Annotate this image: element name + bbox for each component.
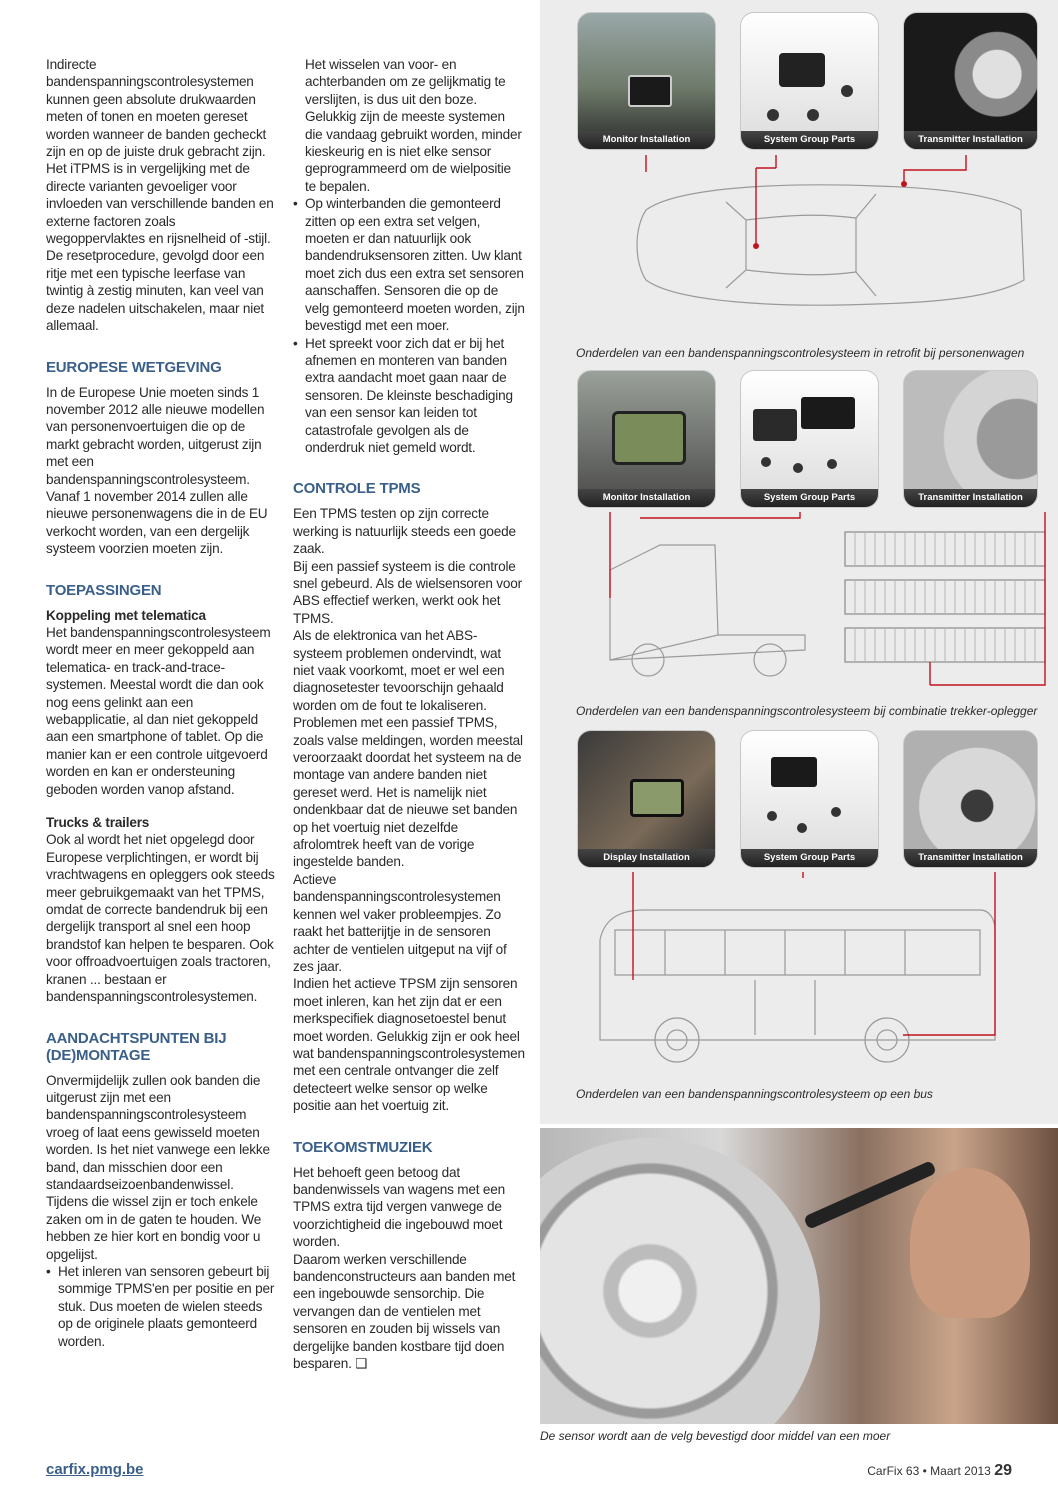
telematica-paragraph: Het bandenspanningscontrolesysteem wordt meer en meer gekoppeld aan telematica- en track-and-trace-systemen. Meestal wordt die dan ook nog eens gelinkt aan een webapplicatie, al dan niet gekoppeld aan een smartphone of tablet. Op die manier kan er een controle uitgevoerd worden en kan er ondersteuning geboden worden vanop afstand.: [46, 624, 271, 797]
intro-paragraph: Indirecte bandenspanningscontrolesystemen kunnen geen absolute drukwaarden meten of tonen en moeten gereset worden wanneer de banden gecheckt zijn en op de juiste druk gebracht zijn. Het iTPMS is in vergelijking met de directe varianten gevoeliger voor invloeden van verschillende banden en externe factoren zoals wegoppervlaktes en rijsnelheid of -stijl. De resetprocedure, gevolgd door een ritje met een typische leerfase van twintig à zestig minuten, kan veel van deze nadelen uitschakelen, maar niet allemaal.: [46, 57, 274, 334]
heading-toepassingen: TOEPASSINGEN: [46, 581, 162, 599]
trucks-paragraph: Ook al wordt het niet opgelegd door Europese verplichtingen, er wordt bij vrachtwagens en opleggers ook steeds meer gebruikgemaakt van het TPMS, omdat de correcte bandendruk bij een dergelijk transport al snel een hoop brandstof kan helpen te besparen. Ook voor offroadvoertuigen zoals tractoren, kranen ... bestaan er bandenspanningscontrolesystemen.: [46, 832, 275, 1005]
photo-label: Monitor Installation: [578, 489, 715, 507]
sensor-icon: [793, 463, 803, 473]
photo-label: System Group Parts: [741, 489, 878, 507]
photo-label: System Group Parts: [741, 131, 878, 149]
column-2: [293, 56, 525, 1372]
receiver-icon: [771, 757, 817, 787]
photo-label: System Group Parts: [741, 849, 878, 867]
controle-paragraph-1: Een TPMS testen op zijn correcte werking is natuurlijk steeds een goede zaak.: [293, 506, 516, 557]
footer-website-link[interactable]: carfix.pmg.be: [46, 1461, 144, 1478]
photo-monitor-installation-truck: [577, 370, 716, 508]
aandacht-paragraph: Onvermijdelijk zullen ook banden die uitgerust zijn met een bandenspanningscontrolesysteem vroeg of laat eens gewisseld moeten worden. Is het niet vanwege een lekke band, dan misschien door een standaardseizoenbandenwissel. Tijdens die wissel zijn er toch enkele zaken om in de gaten te houden. We hebben ze hier kort en bondig voor u opgelijst.: [46, 1072, 270, 1262]
europese-paragraph-2: Vanaf 1 november 2014 zullen alle nieuwe personenwagens die in de EU verkocht worden, van een dergelijk systeem voorzien moeten zijn.: [46, 488, 268, 557]
monitor-device-icon: [612, 411, 686, 465]
photo-label: Transmitter Installation: [904, 489, 1037, 507]
controle-paragraph-2: Bij een passief systeem is die controle snel gebeurd. Als de wielsensoren voor ABS effectief werken, werkt ook het TPMS.: [293, 558, 522, 626]
europese-paragraph-1: In de Europese Unie moeten sinds 1 november 2012 alle nieuwe modellen van personenvoertuigen die op de markt gebracht worden, uitgerust zijn met een bandenspanningscontrolesysteem.: [46, 384, 265, 487]
column-1: [46, 56, 276, 1350]
controle-paragraph-5: Actieve bandenspanningscontrolesystemen kennen wel vaker probleempjes. Zo raakt het batterijtje in de sensoren achter de ventielen uitgeput na vijf of zes jaar.: [293, 871, 507, 974]
toekomst-paragraph-2: Daarom werken verschillende bandenconstructeurs aan banden met een ingebouwde sensorchip. Die vervangen dan de ventielen met sensoren en zouden bij wissels van dergelijke banden kostbare tijd doen besparen. ❑: [293, 1251, 516, 1372]
person-figure: [910, 1168, 1030, 1318]
heading-europese-wetgeving: EUROPESE WETGEVING: [46, 358, 222, 376]
photo-system-group-parts-car: [740, 12, 879, 150]
bullet-list-2: [293, 195, 525, 456]
heading-controle-tpms: CONTROLE TPMS: [293, 480, 421, 498]
display-device-icon: [630, 779, 684, 817]
bullet-item: • Het inleren van sensoren gebeurt bij sommige TPMS'en per positie en per stuk. Dus moeten de wielen steeds op de originele plaats gemonteerd worden.: [46, 1263, 276, 1350]
receiver-icon: [801, 397, 855, 429]
photo-label: Transmitter Installation: [904, 131, 1037, 149]
page-number: 29: [994, 1462, 1012, 1479]
monitor-device-icon: [779, 53, 825, 87]
photo-transmitter-installation-truck: [903, 370, 1038, 508]
sensor-icon: [767, 811, 777, 821]
heading-aandachtspunten: AANDACHTSPUNTEN BIJ (DE)MONTAGE: [46, 1029, 227, 1064]
controle-paragraph-4: Problemen met een passief TPMS, zoals valse meldingen, worden meestal veroorzaakt doordat het systeem na de montage van andere banden niet gereset werd. Het is namelijk niet ondenkbaar dat de nieuwe set banden op het voertuig niet dezelfde afrolomtrek heeft van de vorige ingestelde banden.: [293, 715, 523, 870]
photo-label: Display Installation: [578, 849, 715, 867]
bus-outline-diagram: [585, 870, 1005, 1075]
sensor-icon: [827, 459, 837, 469]
toekomst-paragraph-1: Het behoeft geen betoog dat bandenwissels van wagens met een TPMS extra tijd vergen vanwege de voorzichtigheid die ingebouwd moet worden.: [293, 1164, 505, 1250]
photo-label: Transmitter Installation: [904, 849, 1037, 867]
controle-paragraph-3: Als de elektronica van het ABS-systeem problemen ondervindt, wat niet vaak voorkomt, moet er wel een diagnosetester tevoorschijn gehaald worden om de fout te lokaliseren.: [293, 628, 505, 713]
continued-paragraph: Het wisselen van voor- en achterbanden om ze gelijkmatig te verslijten, is dus uit den boze. Gelukkig zijn de meeste systemen die vandaag gebruikt worden, minder kieskeurig en is niet elke sensor geprogrammeerd om de wielpositie te bepalen.: [305, 57, 522, 194]
bullet-list-1: [46, 1263, 276, 1350]
truck-trailer-diagram: [600, 510, 1050, 695]
end-mark-icon: ❑: [355, 1356, 368, 1372]
heading-toekomstmuziek: TOEKOMSTMUZIEK: [293, 1138, 433, 1156]
caption-photo: De sensor wordt aan de velg bevestigd door middel van een moer: [540, 1429, 891, 1443]
subheading-trucks: Trucks & trailers: [46, 815, 150, 831]
sensor-icon: [841, 85, 853, 97]
sensor-icon: [831, 807, 841, 817]
photo-display-installation-bus: [577, 730, 716, 868]
photo-sensor-mounting: [540, 1128, 1058, 1424]
photo-transmitter-installation-car: [903, 12, 1038, 150]
sensor-icon: [761, 457, 771, 467]
photo-label: Monitor Installation: [578, 131, 715, 149]
sensor-icon: [807, 109, 819, 121]
footer-issue: [867, 1462, 1012, 1480]
caption-car: Onderdelen van een bandenspanningscontrolesysteem in retrofit bij personenwagen: [576, 346, 1025, 360]
subheading-telematica: Koppeling met telematica: [46, 607, 206, 623]
caption-truck: Onderdelen van een bandenspanningscontrolesysteem bij combinatie trekker-oplegger: [576, 704, 1038, 718]
sensor-icon: [797, 823, 807, 833]
photo-system-group-parts-bus: [740, 730, 879, 868]
car-outline-diagram: [576, 150, 1046, 340]
photo-monitor-installation-car: [577, 12, 716, 150]
photo-transmitter-installation-bus: [903, 730, 1038, 868]
sensor-icon: [767, 109, 779, 121]
bullet-item: • Het spreekt voor zich dat er bij het afnemen en monteren van banden extra aandacht moet gaan naar de sensoren. De kleinste beschadiging van een sensor kan leiden tot catastrofale gevolgen als de onderdruk niet gemeld wordt.: [293, 335, 525, 457]
monitor-device-icon: [753, 409, 797, 441]
controle-paragraph-6: Indien het actieve TPSM zijn sensoren moet inleren, kan het zijn dat er een merkspecifiek diagnosetoestel benut moet worden. Gelukkig zijn er ook heel wat bandenspanningscontrolesystemen met een centrale ontvanger die zelf detecteert welke sensor op welke positie aan het voertuig zit.: [293, 976, 525, 1114]
photo-system-group-parts-truck: [740, 370, 879, 508]
caption-bus: Onderdelen van een bandenspanningscontrolesysteem op een bus: [576, 1087, 933, 1101]
bullet-item: • Op winterbanden die gemonteerd zitten op een extra set velgen, moeten er dan natuurlijk ook bandendruksensoren zitten. Uw klant moet zich dus een extra set sensoren aanschaffen. Sensoren die op de velg gemonteerd moeten worden, zijn bevestigd met een moer.: [293, 195, 525, 334]
issue-label: CarFix 63 • Maart 2013: [867, 1464, 991, 1478]
monitor-device-icon: [628, 75, 672, 107]
wheel-rim-icon: [540, 1138, 820, 1424]
